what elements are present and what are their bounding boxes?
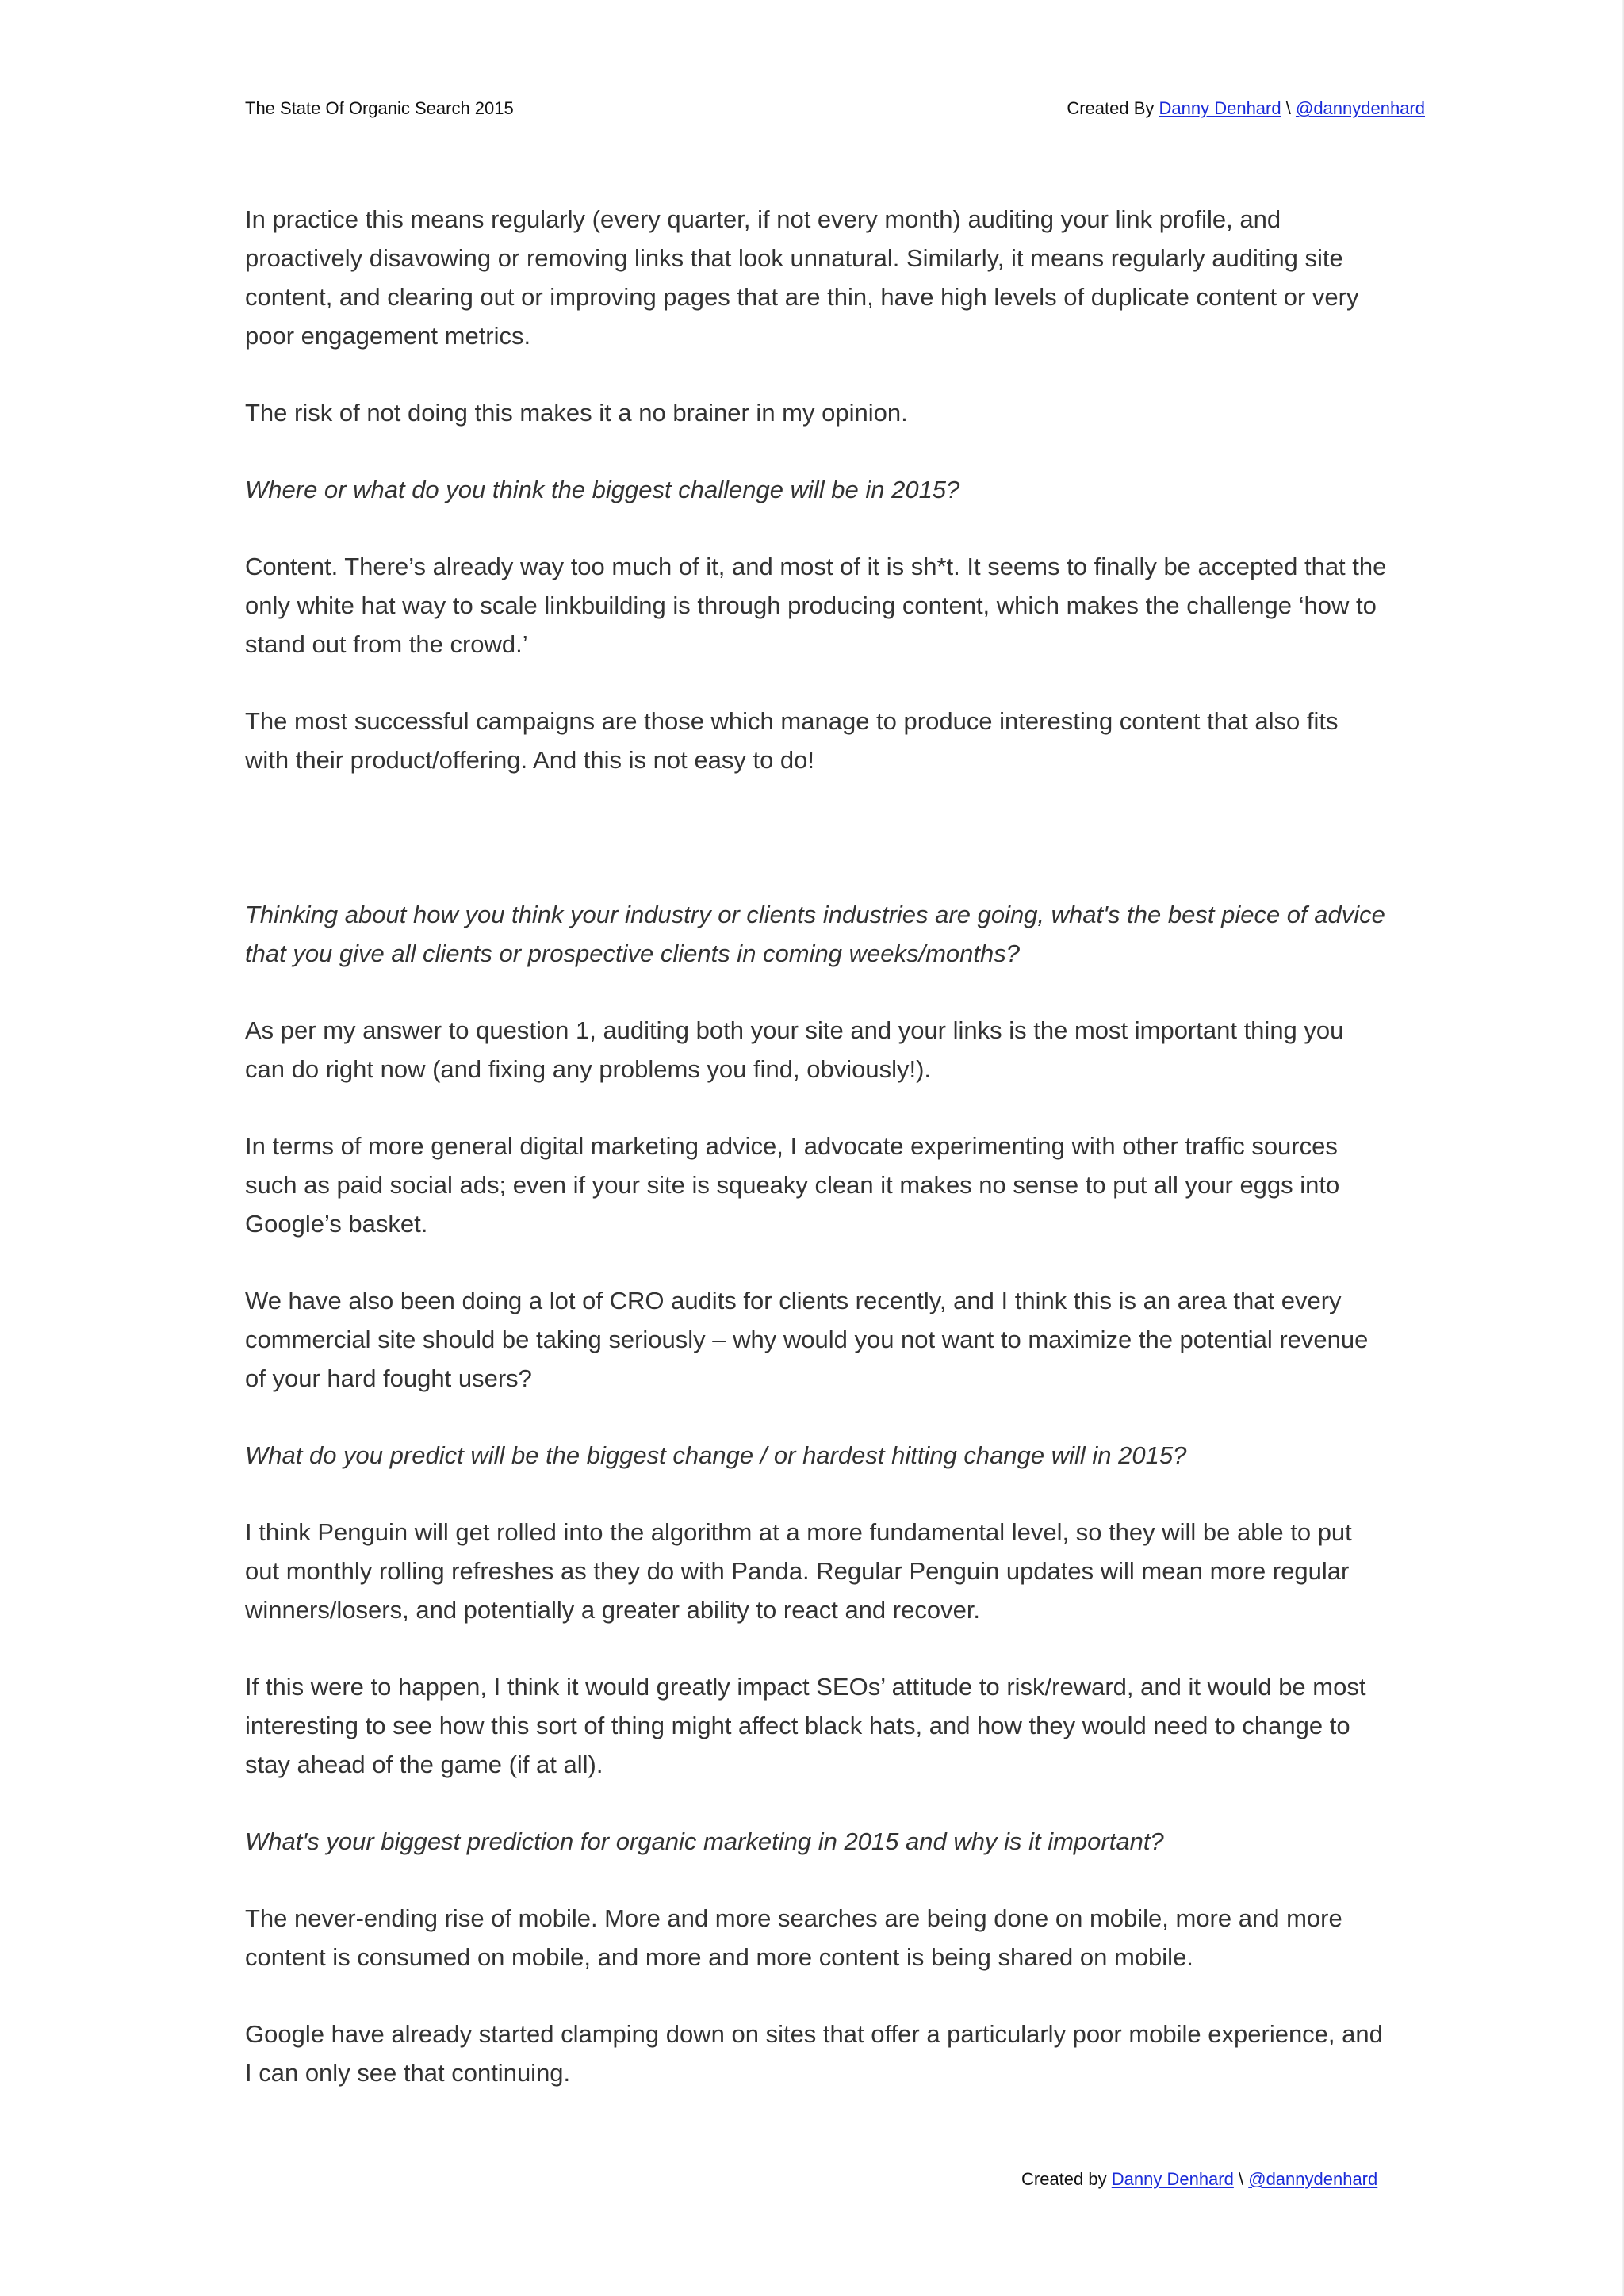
question-paragraph: Thinking about how you think your industry or clients industries are going, what's the best piece of advice that you give all clients or prospective clients in coming weeks/months? bbox=[245, 901, 1385, 967]
document-body bbox=[245, 200, 1387, 2130]
answer-paragraph: In practice this means regularly (every quarter, if not every month) auditing your link profile, and proactively disavowing or removing links that look unnatural. Similarly, it means regularly auditing site content, and clearing out or improving pages that are thin, have high levels of duplicate content or very poor engagement metrics. bbox=[245, 205, 1359, 350]
answer-paragraph: I think Penguin will get rolled into the algorithm at a more fundamental level, so they will be able to put out monthly rolling refreshes as they do with Panda. Regular Penguin updates will mean more regular winners/losers, and potentially a greater ability to react and recover. bbox=[245, 1518, 1352, 1624]
answer-paragraph: Google have already started clamping down on sites that offer a particularly poor mobile experience, and I can only see that continuing. bbox=[245, 2020, 1383, 2087]
author-name-link[interactable]: Danny Denhard bbox=[1159, 98, 1281, 118]
answer-paragraph: Content. There’s already way too much of it, and most of it is sh*t. It seems to finally be accepted that the only white hat way to scale linkbuilding is through producing content, which makes the challenge ‘how to stand out from the crowd.’ bbox=[245, 553, 1387, 658]
answer-paragraph: The most successful campaigns are those which manage to produce interesting content that also fits with their product/offering. And this is not easy to do! bbox=[245, 707, 1339, 774]
question-paragraph: Where or what do you think the biggest challenge will be in 2015? bbox=[245, 476, 960, 503]
document-title: The State Of Organic Search 2015 bbox=[245, 98, 514, 118]
question-paragraph: What's your biggest prediction for organic marketing in 2015 and why is it important? bbox=[245, 1827, 1164, 1855]
footer-credit-clipped bbox=[1021, 2169, 1402, 2189]
footer-created-by-label: Created by bbox=[1021, 2169, 1107, 2189]
footer-separator: \ bbox=[1238, 2169, 1244, 2189]
credit-separator: \ bbox=[1285, 98, 1291, 118]
question-paragraph: What do you predict will be the biggest change / or hardest hitting change will in 2015? bbox=[245, 1441, 1187, 1469]
answer-paragraph: We have also been doing a lot of CRO audits for clients recently, and I think this is an area that every commercial site should be taking seriously – why would you not want to maximize the potential revenue of your hard fought users? bbox=[245, 1287, 1369, 1392]
footer-author-handle-link[interactable]: @dannydenhard bbox=[1248, 2169, 1378, 2189]
answer-paragraph: In terms of more general digital marketing advice, I advocate experimenting with other traffic sources such as paid social ads; even if your site is squeaky clean it makes no sense to put all your eggs into Google’s basket. bbox=[245, 1132, 1340, 1238]
answer-paragraph: The risk of not doing this makes it a no brainer in my opinion. bbox=[245, 399, 908, 427]
author-credit bbox=[1067, 98, 1425, 119]
answer-paragraph: The never-ending rise of mobile. More and more searches are being done on mobile, more and more content is consumed on mobile, and more and more content is being shared on mobile. bbox=[245, 1904, 1342, 1971]
author-handle-link[interactable]: @dannydenhard bbox=[1295, 98, 1425, 118]
footer-author-name-link[interactable]: Danny Denhard bbox=[1111, 2169, 1234, 2189]
answer-paragraph: If this were to happen, I think it would greatly impact SEOs’ attitude to risk/reward, and it would be most interesting to see how this sort of thing might affect black hats, and how they would need to change to stay ahead of the game (if at all). bbox=[245, 1673, 1366, 1778]
answer-paragraph: As per my answer to question 1, auditing both your site and your links is the most important thing you can do right now (and fixing any problems you find, obviously!). bbox=[245, 1016, 1344, 1083]
created-by-label: Created By bbox=[1067, 98, 1155, 118]
